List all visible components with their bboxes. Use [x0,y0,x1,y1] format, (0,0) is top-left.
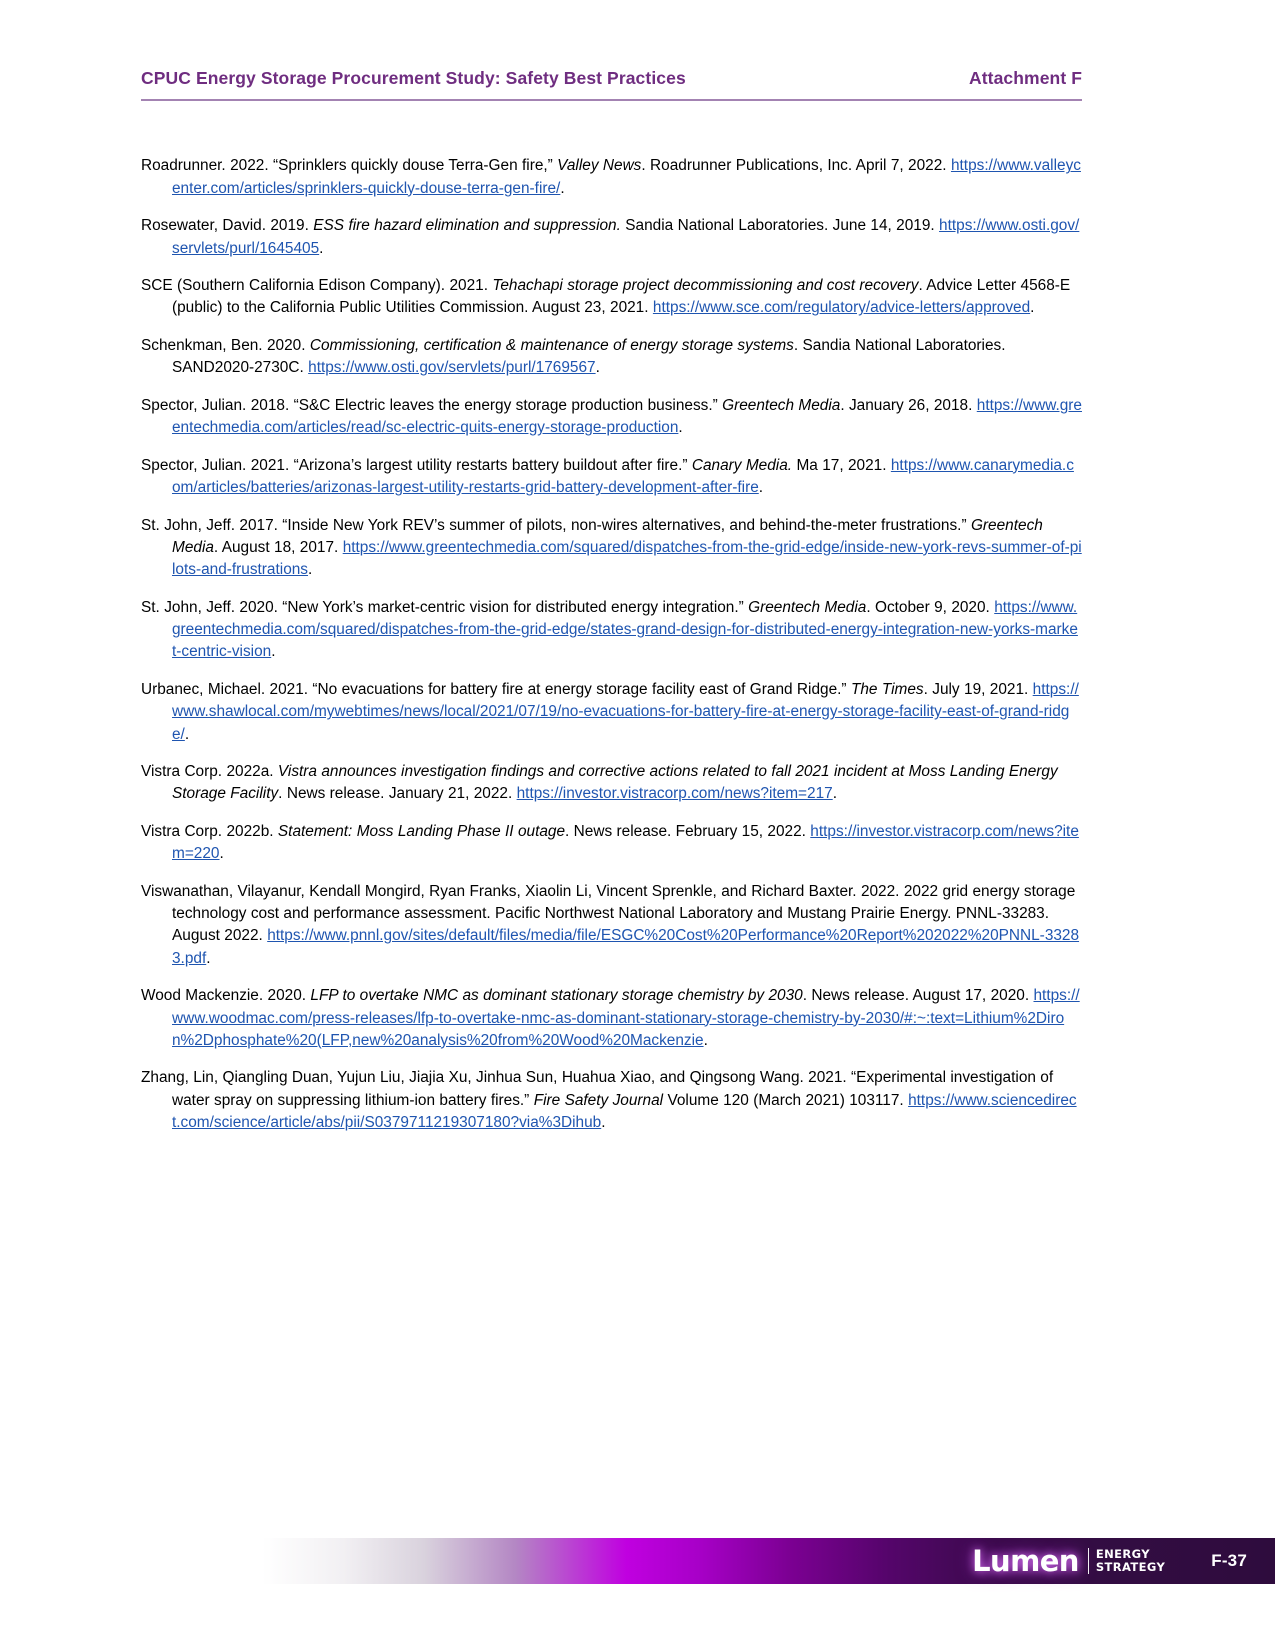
reference-title-italic: Canary Media. [691,456,793,474]
reference-text: Spector, Julian. 2021. “Arizona’s largest utility restarts battery buildout after fire.” [141,456,692,474]
reference-link[interactable]: https://www.sce.com/regulatory/advice-letters/approved [652,299,1031,317]
reference-text: . [308,561,313,579]
reference-text: . Advice Letter 4568-E (public) to the California Public Utilities Commission. August 23, 2021. [172,277,1071,317]
reference-link[interactable]: https://www.woodmac.com/press-releases/lfp-to-overtake-nmc-as-dominant-stationary-storage-chemistry-by-2030/#:~:text=Lithium%2Diron%2Dphosphate%20(LFP,new%20analysis%20from%20Wood%20Mackenzie [172,987,1080,1049]
reference-list [141,140,1082,1134]
reference-text: . [206,949,211,967]
reference-text: Wood Mackenzie. 2020. [141,987,311,1005]
reference-text: . [184,725,190,743]
header-divider-rule [141,99,1082,101]
reference-text: . [678,419,683,437]
reference-title-italic: Fire Safety Journal [533,1091,664,1109]
footer-content [972,1538,1275,1584]
reference-text: . News release. August 17, 2020. [802,987,1034,1005]
reference-text: . October 9, 2020. [866,598,995,616]
reference-entry [141,335,1082,380]
reference-text: . News release. January 21, 2022. [278,785,517,803]
reference-text: . Roadrunner Publications, Inc. April 7, 2022. [641,157,951,175]
lumen-logo-wordmark: Lumen [972,1543,1079,1578]
reference-text: . [319,239,324,257]
reference-text: Spector, Julian. 2018. “S&C Electric leaves the energy storage production business.” [141,396,723,414]
footer-banner [262,1538,1275,1584]
reference-text: Schenkman, Ben. 2020. [141,337,310,355]
reference-title-italic: Greentech Media [722,396,841,414]
reference-entry [141,761,1082,806]
header-document-title: CPUC Energy Storage Procurement Study: Safety Best Practices [141,68,686,88]
reference-title-italic: The Times [850,681,924,699]
reference-text: Rosewater, David. 2019. [141,217,314,235]
logo-tagline [1096,1548,1165,1574]
reference-entry [141,215,1082,260]
reference-text: . News release. February 15, 2022. [565,823,811,841]
reference-text: Urbanec, Michael. 2021. “No evacuations for battery fire at energy storage facility east of Grand Ridge.” [141,681,851,699]
reference-link[interactable]: https://www.shawlocal.com/mywebtimes/news/local/2021/07/19/no-evacuations-for-battery-fire-at-energy-storage-facility-east-of-grand-ridge/ [172,681,1079,743]
reference-text: St. John, Jeff. 2020. “New York’s market-centric vision for distributed energy integration.” [141,598,749,616]
reference-text: . Sandia National Laboratories. SAND2020-2730C. [172,337,1006,377]
reference-text: . January 26, 2018. [840,396,977,414]
reference-title-italic: ESS fire hazard elimination and suppression. [313,217,621,235]
reference-link[interactable]: https://www.osti.gov/servlets/purl/1769567 [308,359,596,377]
reference-text: St. John, Jeff. 2017. “Inside New York REV’s summer of pilots, non-wires alternatives, and behind-the-meter frustrations.” [141,516,971,534]
reference-entry [141,455,1082,500]
reference-link[interactable]: https://www.canarymedia.com/articles/batteries/arizonas-largest-utility-restarts-grid-battery-development-after-fire [172,456,1074,497]
reference-link[interactable]: https://www.sciencedirect.com/science/article/abs/pii/S0379711219307180?via%3Dihub [172,1091,1077,1131]
reference-text: Volume 120 (March 2021) 103117. [663,1091,909,1109]
reference-text: Ma 17, 2021. [792,456,891,474]
reference-text: Zhang, Lin, Qiangling Duan, Yujun Liu, Jiajia Xu, Jinhua Sun, Huahua Xiao, and Qingsong Wang. 2021. “Experimental investigation of water spray on suppressing lithium-ion battery fires.” [141,1069,1054,1109]
reference-text: . [832,785,837,803]
reference-entry [141,881,1082,970]
header-attachment-label: Attachment F [968,68,1082,88]
reference-text: Vistra Corp. 2022b. [141,823,278,841]
running-header [141,68,1082,89]
reference-link[interactable]: https://www.greentechmedia.com/articles/read/sc-electric-quits-energy-storage-production [172,396,1082,437]
logo-tagline-line-1: ENERGY [1095,1547,1150,1562]
reference-entry [141,275,1082,320]
reference-text: . July 19, 2021. [923,681,1033,699]
reference-entry [141,821,1082,866]
reference-link[interactable]: https://www.greentechmedia.com/squared/dispatches-from-the-grid-edge/inside-new-york-revs-summer-of-pilots-and-frustrations [172,538,1082,579]
page-number: F-37 [1211,1551,1247,1570]
reference-text: Vistra Corp. 2022a. [141,763,278,781]
reference-title-italic: Vistra announces investigation findings and corrective actions related to fall 2021 incident at Moss Landing Energy Storage Facility [172,763,1058,803]
reference-text: . [595,359,600,377]
reference-link[interactable]: https://www.valleycenter.com/articles/sprinklers-quickly-douse-terra-gen-fire/ [172,157,1081,197]
reference-text: Roadrunner. 2022. “Sprinklers quickly douse Terra-Gen fire,” [141,157,558,175]
reference-text: . [271,643,276,661]
reference-text: . August 18, 2017. [213,538,343,556]
logo-divider-line [1088,1548,1089,1574]
reference-link[interactable]: https://www.osti.gov/servlets/purl/1645405 [172,217,1080,257]
reference-title-italic: Valley News [557,157,642,175]
reference-title-italic: Statement: Moss Landing Phase II outage [277,823,566,841]
reference-text: . [1030,299,1035,317]
reference-entry [141,679,1082,746]
reference-entry [141,1067,1082,1134]
reference-link[interactable]: https://investor.vistracorp.com/news?item=217 [516,785,833,803]
reference-text: Viswanathan, Vilayanur, Kendall Mongird, Ryan Franks, Xiaolin Li, Vincent Sprenkle, and Richard Baxter. 2022. 2022 grid energy storage technology cost and performance assessment. Pacific Northwest National Laboratory and Mustang Prairie Energy. PNNL-33283. August 2022. [141,882,1076,945]
reference-title-italic: LFP to overtake NMC as dominant stationary storage chemistry by 2030 [310,987,803,1005]
reference-title-italic: Commissioning, certification & maintenance of energy storage systems [309,337,794,355]
reference-entry [141,395,1082,440]
reference-title-italic: Tehachapi storage project decommissioning and cost recovery [492,277,919,295]
reference-entry [141,985,1082,1052]
reference-entry [141,515,1082,582]
reference-entry [141,155,1082,200]
reference-link[interactable]: https://investor.vistracorp.com/news?item=220 [172,823,1079,863]
reference-entry [141,597,1082,664]
reference-text: . [560,179,565,197]
reference-text: . [601,1113,606,1131]
reference-text: SCE (Southern California Edison Company). 2021. [141,277,493,295]
reference-text: . [219,845,224,863]
reference-link[interactable]: https://www.greentechmedia.com/squared/dispatches-from-the-grid-edge/states-grand-design-for-distributed-energy-integration-new-yorks-market-centric-vision [172,598,1078,661]
reference-title-italic: Greentech Media [748,598,867,616]
reference-text: Sandia National Laboratories. June 14, 2019. [620,217,940,235]
reference-text: . [758,479,764,497]
logo-tagline-line-2: STRATEGY [1095,1560,1166,1574]
reference-link[interactable]: https://www.pnnl.gov/sites/default/files/media/file/ESGC%20Cost%20Performance%20Report%202022%20PNNL-33283.pdf [172,927,1080,967]
reference-text: . [703,1031,708,1049]
reference-title-italic: Greentech Media [172,516,1043,556]
